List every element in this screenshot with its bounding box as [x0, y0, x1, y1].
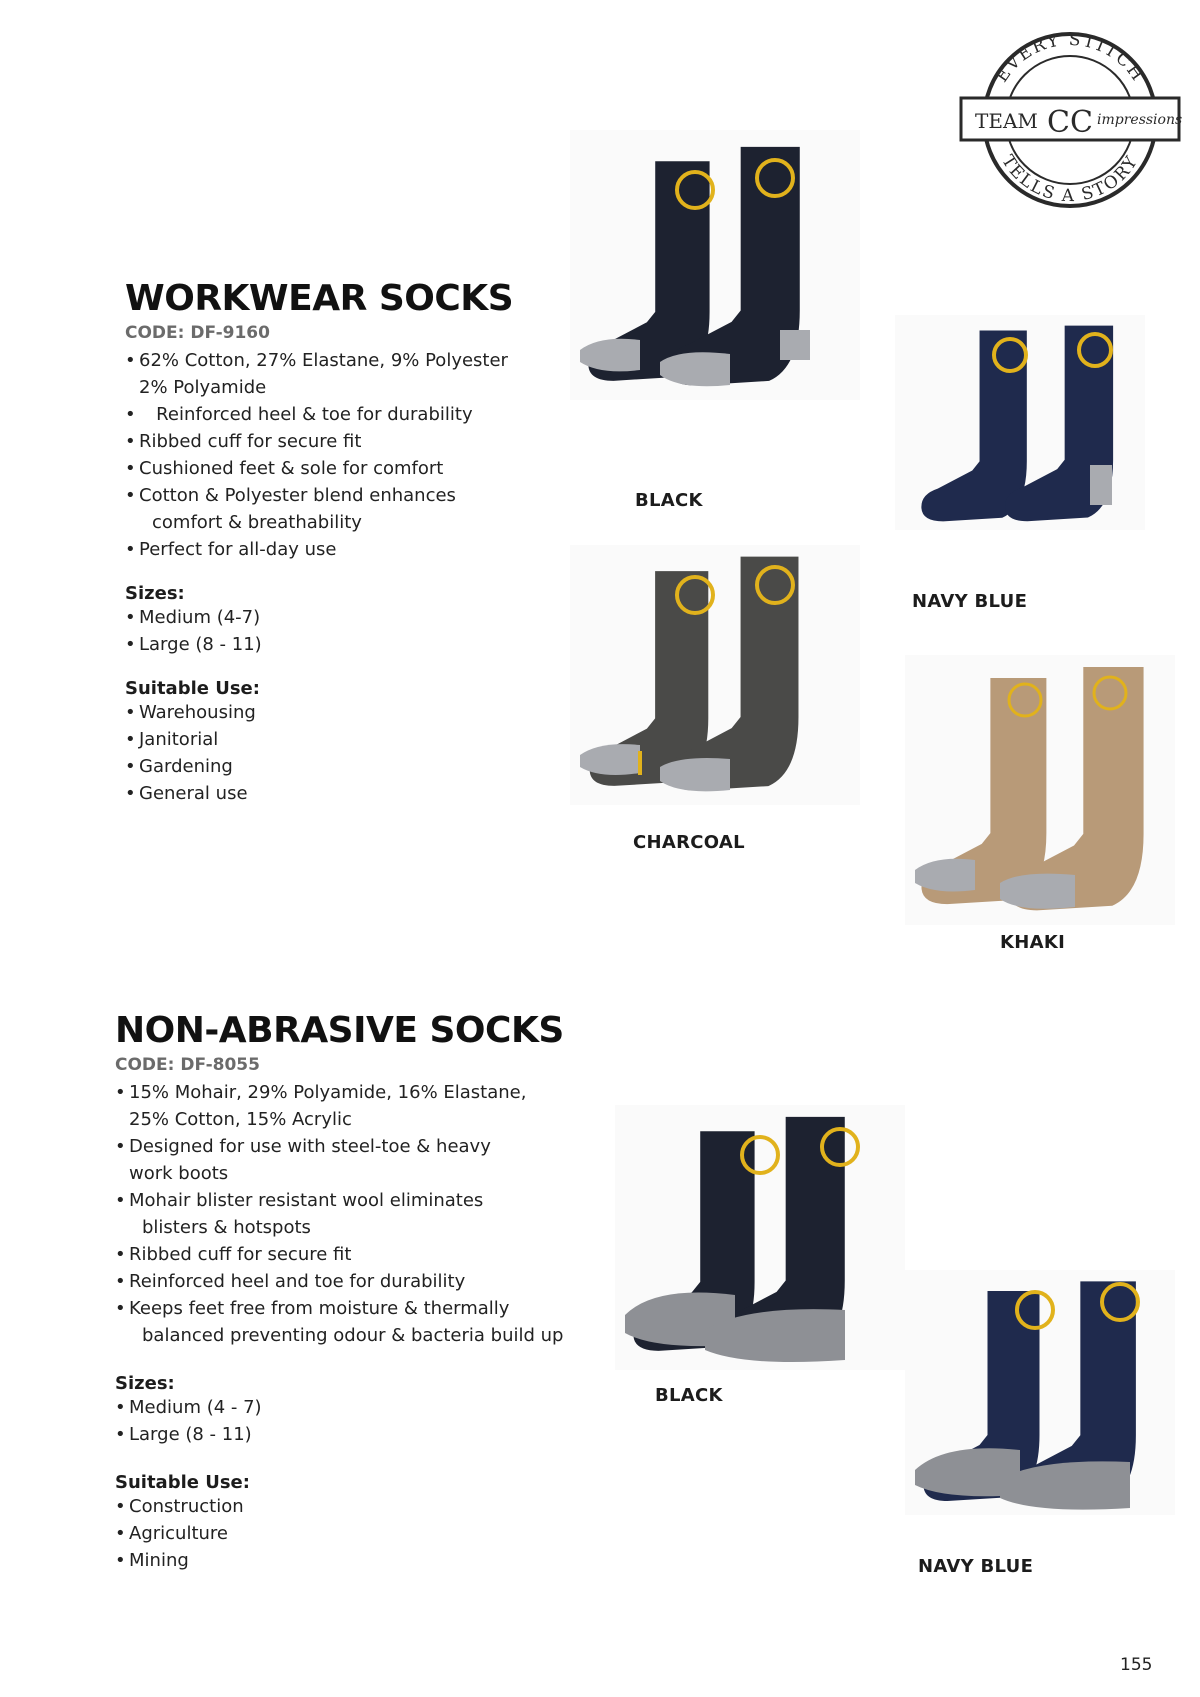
size-item: • Medium (4 - 7)	[115, 1397, 262, 1418]
use-heading: Suitable Use:	[125, 678, 260, 699]
stamp-top-text: EVERY STITCH	[991, 29, 1149, 87]
non-abrasive-features	[115, 1079, 564, 1349]
use-item: • Gardening	[125, 756, 233, 777]
brand-stamp-logo	[955, 28, 1185, 213]
feature-item-cont: balanced preventing odour & bacteria build up	[142, 1325, 564, 1346]
non-abrasive-title: NON-ABRASIVE SOCKS	[115, 1010, 564, 1051]
feature-item: • Cotton & Polyester blend enhances	[125, 485, 456, 506]
workwear-section	[125, 278, 513, 807]
feature-item-cont: 25% Cotton, 15% Acrylic	[129, 1109, 352, 1130]
page-number: 155	[1120, 1655, 1153, 1675]
feature-item: • Designed for use with steel-toe & heavy	[115, 1136, 491, 1157]
feature-item-cont: 2% Polyamide	[139, 377, 267, 398]
use-item: • Agriculture	[115, 1523, 228, 1544]
use-item: • General use	[125, 783, 248, 804]
workwear-features	[125, 347, 513, 563]
use-item: • Construction	[115, 1496, 244, 1517]
sizes-heading: Sizes:	[115, 1373, 175, 1394]
color-label-charcoal: CHARCOAL	[633, 832, 745, 853]
feature-item: • 15% Mohair, 29% Polyamide, 16% Elastane,	[115, 1082, 527, 1103]
color-label-black: BLACK	[635, 490, 703, 511]
use-item: • Mining	[115, 1550, 189, 1571]
feature-item: • Cushioned feet & sole for comfort	[125, 458, 444, 479]
stamp-graphic	[955, 28, 1185, 213]
feature-item-cont: work boots	[129, 1163, 229, 1184]
product-photo-black	[615, 1105, 905, 1370]
non-abrasive-section	[115, 1010, 564, 1574]
svg-text:TELLS A STORY	[997, 152, 1142, 206]
feature-item: • 62% Cotton, 27% Elastane, 9% Polyester	[125, 350, 508, 371]
stamp-bottom-text: TELLS A STORY	[997, 151, 1143, 207]
workwear-code: CODE: DF-9160	[125, 323, 270, 343]
product-photo-black	[570, 130, 860, 400]
stamp-brand-mark: CC	[1047, 105, 1093, 140]
product-photo-khaki	[905, 655, 1175, 925]
use-item: • Warehousing	[125, 702, 256, 723]
product-photo-charcoal	[570, 545, 860, 805]
stamp-brand-left: TEAM	[975, 109, 1038, 133]
stamp-brand-right: impressions	[1097, 112, 1183, 128]
feature-item-cont: comfort & breathability	[152, 512, 362, 533]
non-abrasive-code: CODE: DF-8055	[115, 1055, 260, 1075]
feature-item: • Mohair blister resistant wool eliminates	[115, 1190, 484, 1211]
feature-item: • Reinforced heel & toe for durability	[125, 404, 473, 425]
feature-item: • Ribbed cuff for secure fit	[125, 431, 362, 452]
color-label-navy-blue: NAVY BLUE	[918, 1556, 1034, 1577]
size-item: • Medium (4-7)	[125, 607, 261, 628]
sizes-heading: Sizes:	[125, 583, 185, 604]
color-label-black: BLACK	[655, 1385, 723, 1406]
product-photo-navy	[895, 315, 1145, 530]
use-heading: Suitable Use:	[115, 1472, 250, 1493]
feature-item: • Reinforced heel and toe for durability	[115, 1271, 466, 1292]
use-item: • Janitorial	[125, 729, 219, 750]
feature-item: • Ribbed cuff for secure fit	[115, 1244, 352, 1265]
size-item: • Large (8 - 11)	[125, 634, 262, 655]
size-item: • Large (8 - 11)	[115, 1424, 252, 1445]
color-label-navy-blue: NAVY BLUE	[912, 591, 1028, 612]
color-label-khaki: KHAKI	[1000, 932, 1066, 953]
product-photo-navy	[905, 1270, 1175, 1515]
workwear-title: WORKWEAR SOCKS	[125, 278, 514, 319]
feature-item-cont: blisters & hotspots	[142, 1217, 311, 1238]
svg-text:EVERY STITCH	[992, 30, 1148, 86]
feature-item: • Keeps feet free from moisture & thermally	[115, 1298, 510, 1319]
feature-item: • Perfect for all-day use	[125, 539, 337, 560]
